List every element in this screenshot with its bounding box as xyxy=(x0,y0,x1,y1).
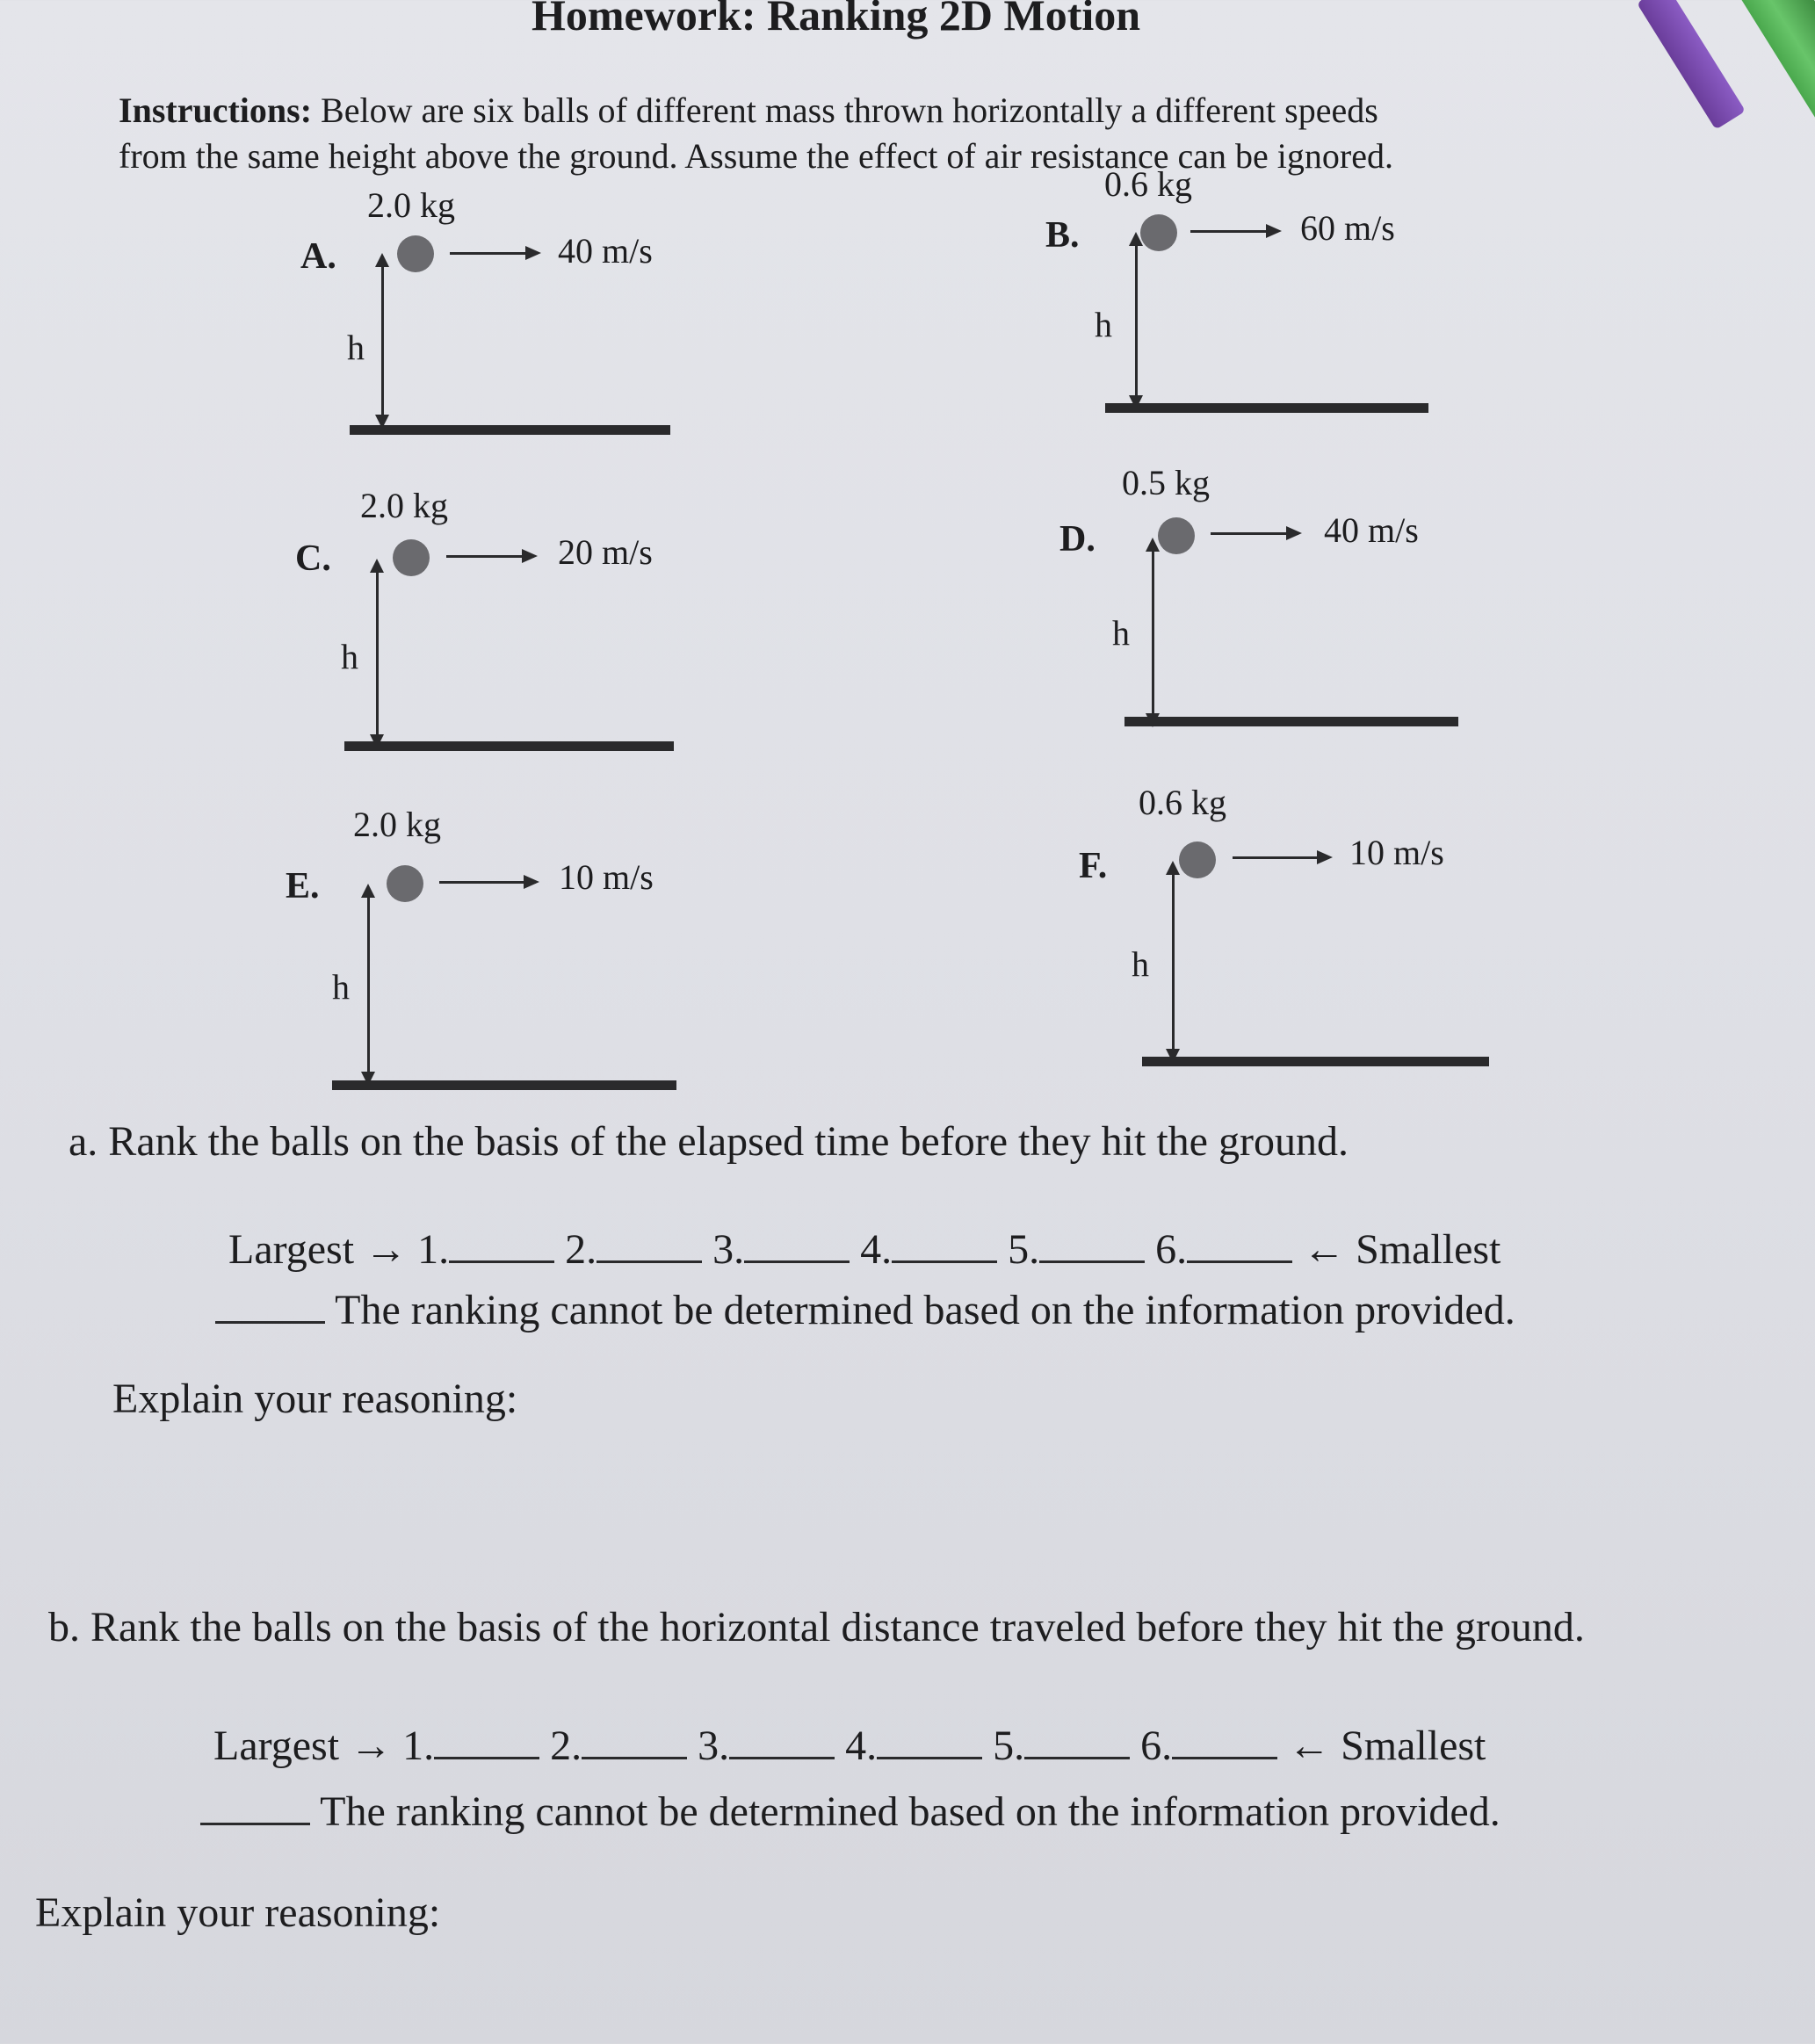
answer-b-slot-4[interactable] xyxy=(877,1757,982,1759)
ball-f-speed: 10 m/s xyxy=(1349,833,1444,872)
question-b-slot-label-6: 6. xyxy=(1140,1723,1173,1769)
ball-c-velocity-arrow xyxy=(446,555,534,558)
question-b-slot-label-3: 3. xyxy=(698,1723,730,1769)
ball-d-height-label: h xyxy=(1112,613,1130,653)
question-b-slot-label-4: 4. xyxy=(845,1723,878,1769)
ball-b-height-arrow xyxy=(1135,235,1138,406)
question-b-largest: Largest → 1. xyxy=(213,1723,435,1769)
ball-f-letter: F. xyxy=(1079,846,1108,886)
ball-d-speed: 40 m/s xyxy=(1324,510,1419,550)
ball-d-ground xyxy=(1124,717,1458,726)
ball-a-letter: A. xyxy=(300,236,336,277)
question-a-largest: Largest → 1. xyxy=(228,1226,450,1273)
question-b-smallest: ← Smallest xyxy=(1288,1723,1486,1769)
worksheet-title: Homework: Ranking 2D Motion xyxy=(531,0,1141,40)
ball-b-height-label: h xyxy=(1095,305,1112,344)
ball-f-height-arrow xyxy=(1172,864,1175,1059)
marker-pen-label xyxy=(1637,0,1746,130)
ball-a-mass: 2.0 kg xyxy=(367,185,455,225)
ball-c-height-arrow xyxy=(376,562,379,745)
ball-e-velocity-arrow xyxy=(439,881,536,884)
ball-c-speed: 20 m/s xyxy=(558,532,653,572)
question-b-ranking xyxy=(213,1722,1486,1770)
answer-b-slot-5[interactable] xyxy=(1024,1757,1130,1759)
answer-b-cannot-blank[interactable] xyxy=(200,1823,310,1825)
instructions-lead: Instructions: xyxy=(119,90,313,130)
instructions-line2: from the same height above the ground. Assume the effect of air resistance can be ignored. xyxy=(119,136,1393,176)
ball-f xyxy=(1179,841,1216,878)
question-b-cannot-row xyxy=(200,1788,1500,1836)
ball-f-velocity-arrow xyxy=(1233,856,1329,859)
ball-b-letter: B. xyxy=(1045,215,1080,256)
ball-e-ground xyxy=(332,1080,676,1090)
ball-c-ground xyxy=(344,741,674,751)
ball-d xyxy=(1158,517,1195,554)
ball-e-mass: 2.0 kg xyxy=(353,805,441,844)
answer-a-slot-3[interactable] xyxy=(744,1260,850,1263)
question-b-slot-label-5: 5. xyxy=(993,1723,1025,1769)
ball-e xyxy=(387,865,423,902)
ball-d-letter: D. xyxy=(1059,519,1096,560)
answer-a-slot-4[interactable] xyxy=(892,1260,997,1263)
question-a-cannot-text: The ranking cannot be determined based on the information provided. xyxy=(335,1287,1515,1333)
question-a-smallest: ← Smallest xyxy=(1303,1226,1501,1273)
ball-b-ground xyxy=(1105,403,1428,413)
answer-a-slot-2[interactable] xyxy=(597,1260,702,1263)
ball-b-mass: 0.6 kg xyxy=(1104,164,1192,204)
ball-b-velocity-arrow xyxy=(1190,230,1278,233)
ball-a-speed: 40 m/s xyxy=(558,231,653,271)
ball-d-height-arrow xyxy=(1152,541,1154,724)
answer-b-reasoning-area[interactable] xyxy=(35,1954,1704,2033)
question-a-ranking xyxy=(228,1225,1500,1274)
ball-a-velocity-arrow xyxy=(450,252,538,255)
question-a-slot-label-5: 5. xyxy=(1008,1226,1040,1273)
ball-c-letter: C. xyxy=(295,538,331,579)
question-a-slot-label-2: 2. xyxy=(565,1226,597,1273)
ball-e-height-label: h xyxy=(332,967,350,1007)
answer-b-slot-6[interactable] xyxy=(1172,1757,1277,1759)
ball-d-velocity-arrow xyxy=(1211,532,1298,535)
ball-a xyxy=(397,235,434,272)
answer-a-slot-1[interactable] xyxy=(449,1260,554,1263)
answer-b-slot-1[interactable] xyxy=(434,1757,539,1759)
question-a-explain: Explain your reasoning: xyxy=(112,1376,518,1422)
ball-b xyxy=(1140,214,1177,251)
ball-c xyxy=(393,539,430,576)
ball-d-mass: 0.5 kg xyxy=(1122,463,1210,502)
ball-e-speed: 10 m/s xyxy=(559,857,654,897)
answer-b-slot-3[interactable] xyxy=(729,1757,835,1759)
answer-a-cannot-blank[interactable] xyxy=(215,1321,325,1324)
question-b-explain: Explain your reasoning: xyxy=(35,1889,441,1936)
question-a-slot-label-4: 4. xyxy=(860,1226,893,1273)
ball-e-letter: E. xyxy=(286,866,320,906)
ball-c-height-label: h xyxy=(341,637,358,676)
ball-a-ground xyxy=(350,425,670,435)
ball-a-height-label: h xyxy=(347,328,365,367)
ball-f-height-label: h xyxy=(1132,944,1149,984)
question-a-cannot-row xyxy=(215,1286,1515,1334)
ball-e-height-arrow xyxy=(367,887,370,1082)
answer-a-slot-6[interactable] xyxy=(1187,1260,1292,1263)
ball-f-mass: 0.6 kg xyxy=(1139,783,1226,822)
question-b-cannot-text: The ranking cannot be determined based on the information provided. xyxy=(320,1788,1500,1835)
question-a-slot-label-6: 6. xyxy=(1155,1226,1188,1273)
answer-b-slot-2[interactable] xyxy=(582,1757,687,1759)
question-a-slot-label-3: 3. xyxy=(712,1226,745,1273)
answer-a-slot-5[interactable] xyxy=(1039,1260,1145,1263)
answer-a-reasoning-area[interactable] xyxy=(112,1441,1659,1581)
question-b-slot-label-2: 2. xyxy=(550,1723,582,1769)
ball-b-speed: 60 m/s xyxy=(1300,208,1395,248)
ball-f-ground xyxy=(1142,1057,1489,1066)
instructions xyxy=(119,88,1612,179)
question-a-prompt: a. Rank the balls on the basis of the elapsed time before they hit the ground. xyxy=(69,1118,1349,1165)
ball-a-height-arrow xyxy=(381,256,384,425)
ball-c-mass: 2.0 kg xyxy=(360,486,448,525)
instructions-line1: Below are six balls of different mass thrown horizontally a different speeds xyxy=(321,90,1378,130)
question-b-prompt: b. Rank the balls on the basis of the horizontal distance traveled before they hit the ground. xyxy=(48,1604,1585,1650)
